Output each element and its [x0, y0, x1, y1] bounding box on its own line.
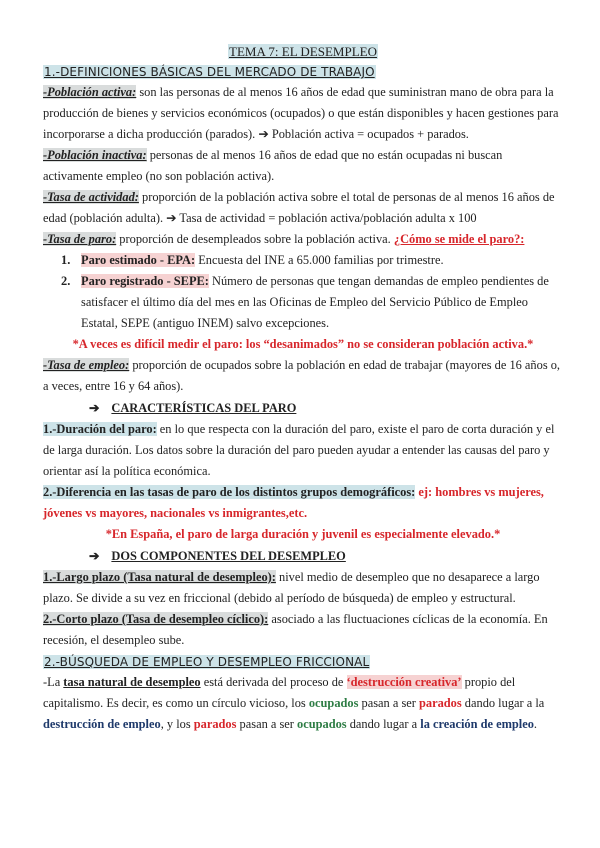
text-segment: pasan a ser: [236, 717, 298, 731]
term-tasa-paro: -Tasa de paro:: [43, 232, 117, 246]
note-desanimados: *A veces es difícil medir el paro: los “desanimados” no se consideran población activa.*: [72, 337, 534, 351]
paragraph-tasa-empleo: [43, 355, 563, 397]
word-parados: parados: [193, 717, 237, 731]
question-medir-paro: ¿Cómo se mide el paro?:: [393, 232, 525, 246]
componentes-label: DOS COMPONENTES DEL DESEMPLEO: [111, 549, 346, 563]
measures-list: [43, 250, 563, 334]
word-ocupados: ocupados: [308, 696, 359, 710]
paragraph-tasa-actividad: [43, 187, 563, 229]
heading-componentes: [43, 545, 563, 567]
measure-label: Paro estimado - EPA:: [81, 253, 196, 267]
paragraph-corto-plazo: [43, 609, 563, 651]
term-tasa-actividad: -Tasa de actividad:: [43, 190, 139, 204]
caracteristicas-label: CARACTERÍSTICAS DEL PARO: [111, 401, 297, 415]
word-creacion-empleo: la creación de empleo: [420, 717, 534, 731]
section-1-heading-line: [43, 62, 563, 82]
heading-caracteristicas: [43, 397, 563, 419]
paragraph-busqueda: [43, 672, 563, 735]
text-segment: dando lugar a la: [461, 696, 545, 710]
list-number: 1.: [61, 253, 71, 267]
text-diferencia-ejemplo: ej: hombres vs mujeres, jóvenes vs mayores, nacionales vs inmigrantes,etc.: [43, 485, 544, 520]
term-diferencia: 2.-Diferencia en las tasas de paro de los distintos grupos demográficos:: [43, 485, 416, 499]
arrow-icon: ➔: [89, 549, 100, 563]
paragraph-diferencia: [43, 482, 563, 524]
list-item: [43, 271, 563, 334]
term-corto-plazo: 2.-Corto plazo (Tasa de desempleo cíclico):: [43, 612, 269, 626]
word-ocupados: ocupados: [297, 717, 347, 731]
text-segment: pasan a ser: [358, 696, 419, 710]
note-espana: *En España, el paro de larga duración y juvenil es especialmente elevado.*: [105, 527, 501, 541]
text-largo-plazo: nivel medio de desempleo que no desaparece a largo plazo. Se divide a su vez en friccional (debido al período de búsqueda) de empleo y estructural.: [43, 570, 540, 605]
measure-text: Número de personas que tengan demandas de empleo pendientes de satisfacer el último día del mes en las Oficinas de Empleo del Servicio Público de Empleo Estatal, SEPE (antiguo INEM) salvo excepciones.: [81, 274, 549, 330]
word-destruccion-empleo: destrucción de empleo: [43, 717, 161, 731]
text-poblacion-inactiva: personas de al menos 16 años de edad que no están ocupadas ni buscan activamente empleo (no son población activa).: [43, 148, 503, 183]
text-tasa-actividad: proporción de la población activa sobre el total de personas de al menos 16 años de edad (población adulta). ➔ Tasa de actividad = población activa/población adulta x 100: [43, 190, 555, 225]
text-duracion: en lo que respecta con la duración del paro, existe el paro de corta duración y el de larga duración. Los datos sobre la duración del paro pueden ayudar a entender las causas del paro y orientar así la política económica.: [43, 422, 555, 478]
page-title: TEMA 7: EL DESEMPLEO: [229, 44, 377, 59]
document-page: [43, 42, 563, 735]
text-segment: está derivada del proceso de: [200, 675, 347, 689]
term-poblacion-inactiva: -Población inactiva:: [43, 148, 147, 162]
text-tasa-empleo: proporción de ocupados sobre la población en edad de trabajar (mayores de 16 años o, a veces, entre 16 y 64 años).: [43, 358, 561, 393]
term-destruccion-creativa: ‘destrucción creativa’: [346, 675, 462, 689]
measure-text: Encuesta del INE a 65.000 familias por trimestre.: [195, 253, 444, 267]
section-2-heading: 2.-BÚSQUEDA DE EMPLEO Y DESEMPLEO FRICCIONAL: [44, 655, 370, 669]
text-segment: propio del capitalismo. Es decir, es como un círculo vicioso, los: [43, 675, 516, 710]
section-2-heading-line: [43, 652, 563, 672]
text-segment: .: [533, 717, 538, 731]
term-tasa-natural: tasa natural de desempleo: [63, 675, 201, 689]
text-segment: , y los: [160, 717, 194, 731]
paragraph-duracion: [43, 419, 563, 482]
list-item: [43, 250, 563, 271]
text-tasa-paro: proporción de desempleados sobre la población activa.: [116, 232, 394, 246]
text-corto-plazo: asociado a las fluctuaciones cíclicas de la economía. En recesión, el desempleo sube.: [43, 612, 548, 647]
paragraph-largo-plazo: [43, 567, 563, 609]
term-largo-plazo: 1.-Largo plazo (Tasa natural de desempleo):: [43, 570, 276, 584]
word-parados: parados: [419, 696, 462, 710]
list-number: 2.: [61, 274, 71, 288]
term-tasa-empleo: -Tasa de empleo:: [43, 358, 130, 372]
paragraph-poblacion-inactiva: [43, 145, 563, 187]
text-segment: dando lugar a: [346, 717, 421, 731]
paragraph-tasa-paro: [43, 229, 563, 250]
arrow-icon: ➔: [89, 401, 100, 415]
title-line: [43, 42, 563, 62]
paragraph-poblacion-activa: [43, 82, 563, 145]
measure-label: Paro registrado - SEPE:: [81, 274, 209, 288]
text-segment: -La: [43, 675, 64, 689]
term-duracion: 1.-Duración del paro:: [43, 422, 157, 436]
term-poblacion-activa: -Población activa:: [43, 85, 137, 99]
text-poblacion-activa: son las personas de al menos 16 años de edad que suministran mano de obra para la producción de bienes y servicios económicos (ocupados) o que están disponibles y hacen gestiones para incorporarse a dicha producción (parados). ➔ Población activa = ocupados + parados.: [43, 85, 559, 141]
section-1-heading: 1.-DEFINICIONES BÁSICAS DEL MERCADO DE TRABAJO: [44, 65, 375, 79]
